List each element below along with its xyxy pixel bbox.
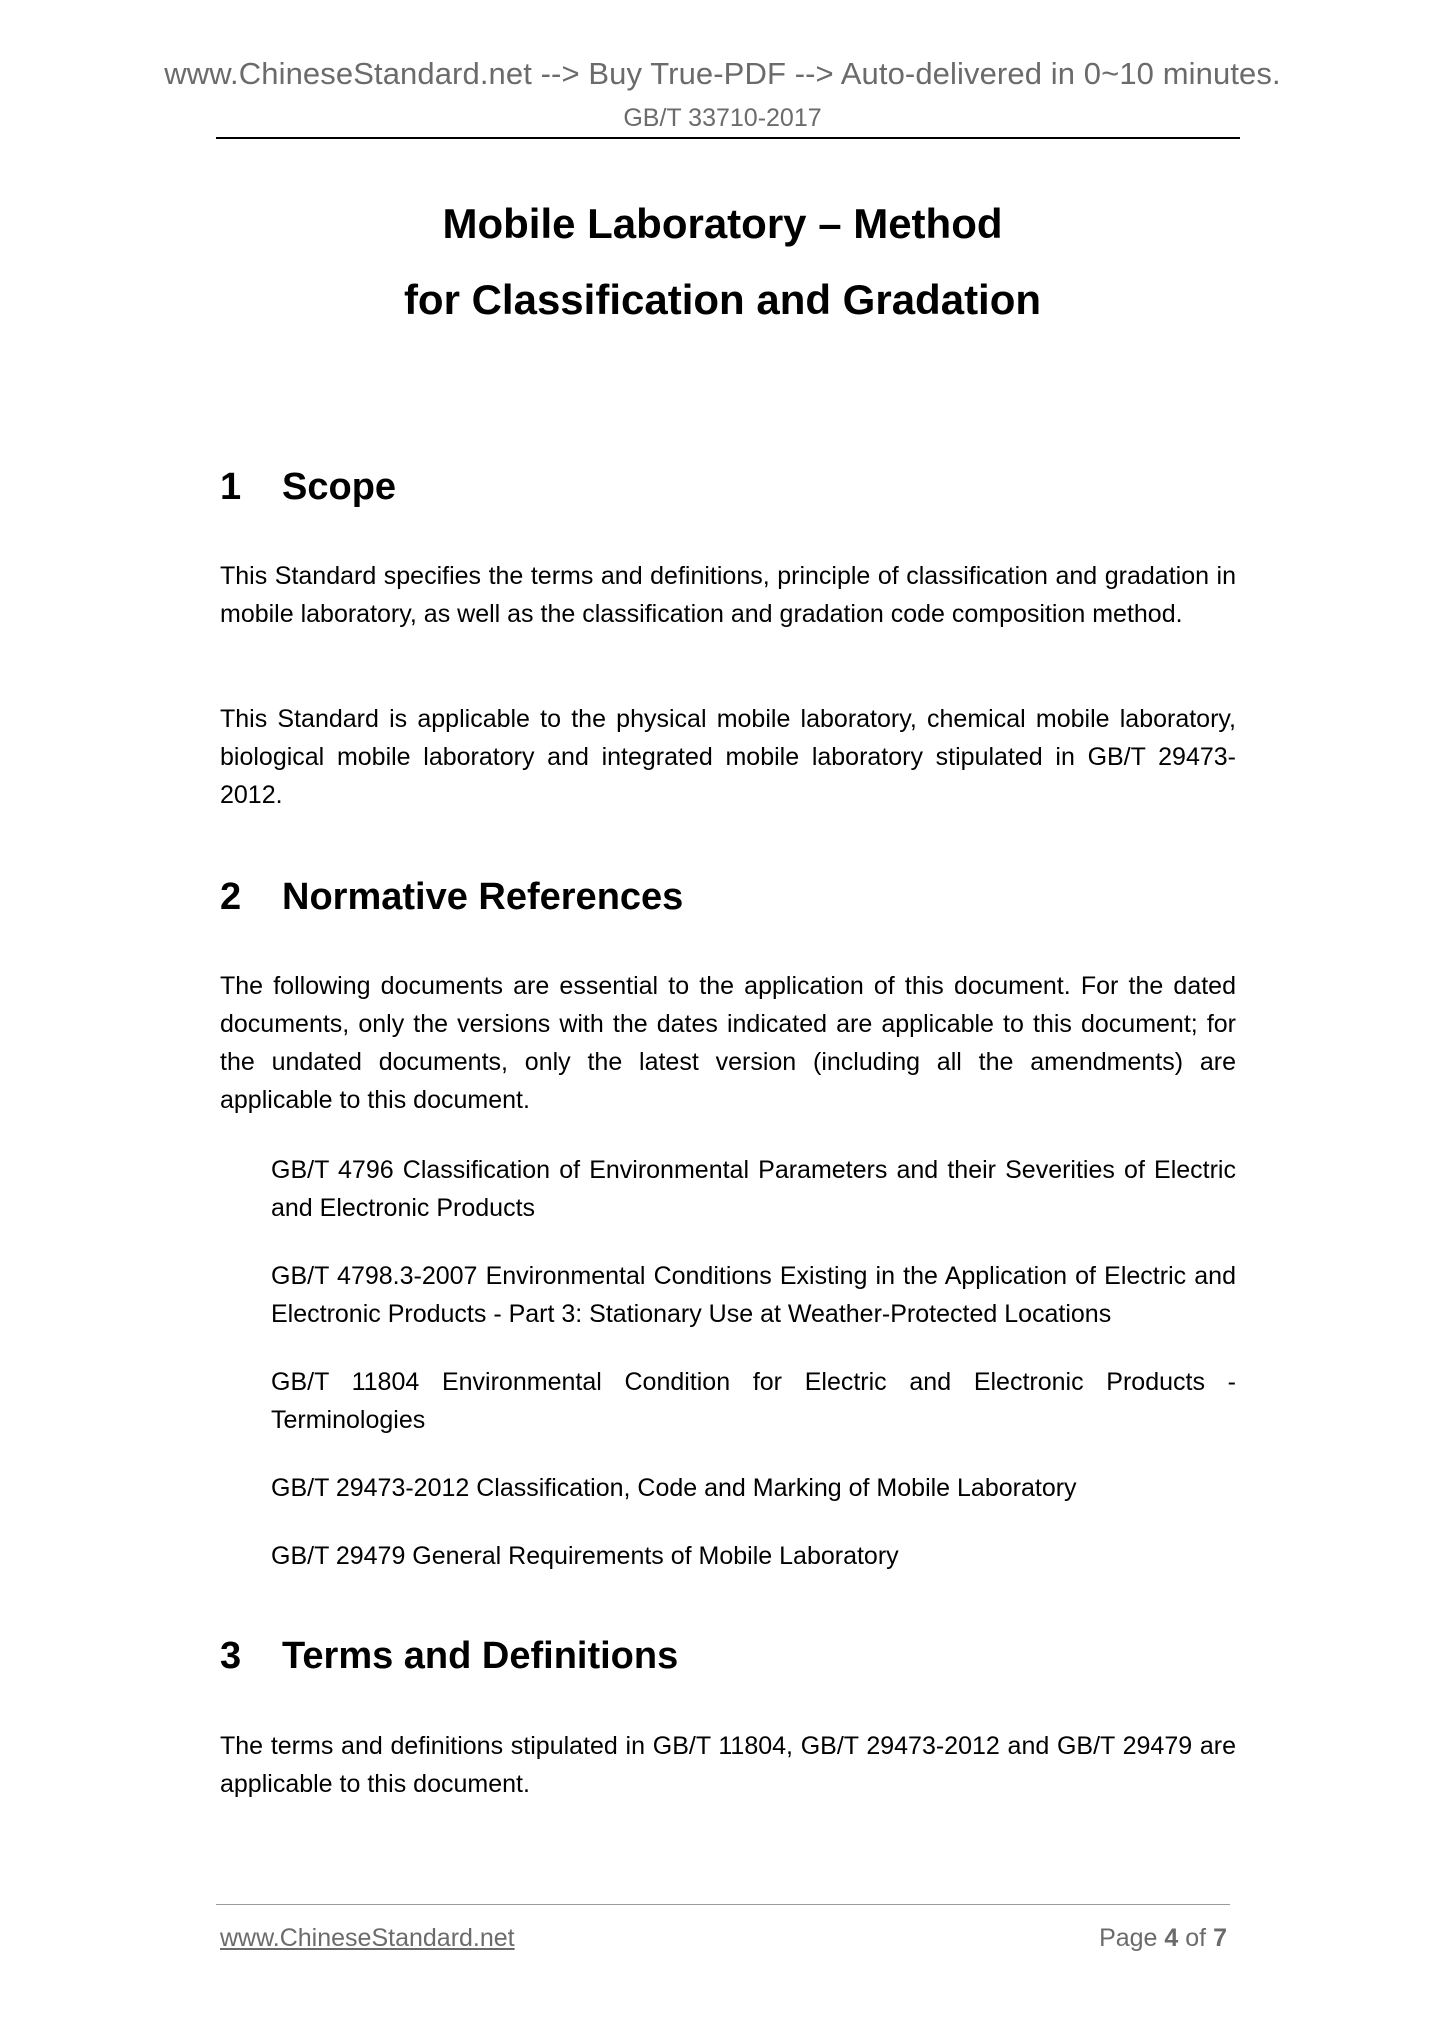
document-title — [0, 186, 1445, 338]
page-total: 7 — [1213, 1924, 1227, 1952]
reference-item: GB/T 4798.3-2007 Environmental Conditions Existing in the Application of Electric and Electronic Products - Part 3: Stationary Use at Weather-Protected Locations — [271, 1262, 1236, 1328]
references-intro-paragraph: The following documents are essential to the application of this document. For the dated documents, only the versions with the dates indicated are applicable to this document; for the undated documents, only the latest version (including all the amendments) are applicable to this document. — [220, 972, 1236, 1114]
footer-divider — [216, 1904, 1230, 1905]
section-number: 1 — [220, 466, 242, 508]
section-title: Terms and Definitions — [282, 1635, 679, 1677]
page-label: Page — [1099, 1924, 1158, 1952]
reference-item: GB/T 11804 Environmental Condition for Electric and Electronic Products - Terminologies — [271, 1368, 1236, 1434]
section-1-heading — [220, 466, 396, 509]
reference-item: GB/T 29479 General Requirements of Mobile Laboratory — [271, 1542, 899, 1570]
header-banner: www.ChineseStandard.net --> Buy True-PDF --> Auto-delivered in 0~10 minutes. — [164, 56, 1281, 91]
section-number: 2 — [220, 876, 242, 918]
title-line-1: Mobile Laboratory – Method — [442, 200, 1003, 247]
page-of-label: of — [1185, 1924, 1207, 1952]
section-title: Normative References — [282, 876, 684, 918]
page-current: 4 — [1164, 1924, 1179, 1952]
title-line-2: for Classification and Gradation — [403, 276, 1042, 323]
footer-site-link[interactable]: www.ChineseStandard.net — [220, 1924, 515, 1952]
page-indicator — [1099, 1924, 1227, 1953]
standard-code: GB/T 33710-2017 — [623, 104, 822, 132]
scope-paragraph-2: This Standard is applicable to the physical mobile laboratory, chemical mobile laboratory, biological mobile laboratory and integrated mobile laboratory stipulated in GB/T 29473-2012. — [220, 705, 1236, 809]
reference-item: GB/T 4796 Classification of Environmental Parameters and their Severities of Electric and Electronic Products — [271, 1156, 1236, 1222]
reference-item: GB/T 29473-2012 Classification, Code and Marking of Mobile Laboratory — [271, 1474, 1077, 1502]
section-2-heading — [220, 876, 683, 919]
scope-paragraph-1: This Standard specifies the terms and definitions, principle of classification and gradation in mobile laboratory, as well as the classification and gradation code composition method. — [220, 562, 1236, 628]
section-number: 3 — [220, 1635, 242, 1677]
header-divider — [216, 137, 1240, 139]
section-title: Scope — [282, 466, 397, 508]
terms-paragraph: The terms and definitions stipulated in GB/T 11804, GB/T 29473-2012 and GB/T 29479 are applicable to this document. — [220, 1732, 1236, 1798]
section-3-heading — [220, 1635, 678, 1678]
